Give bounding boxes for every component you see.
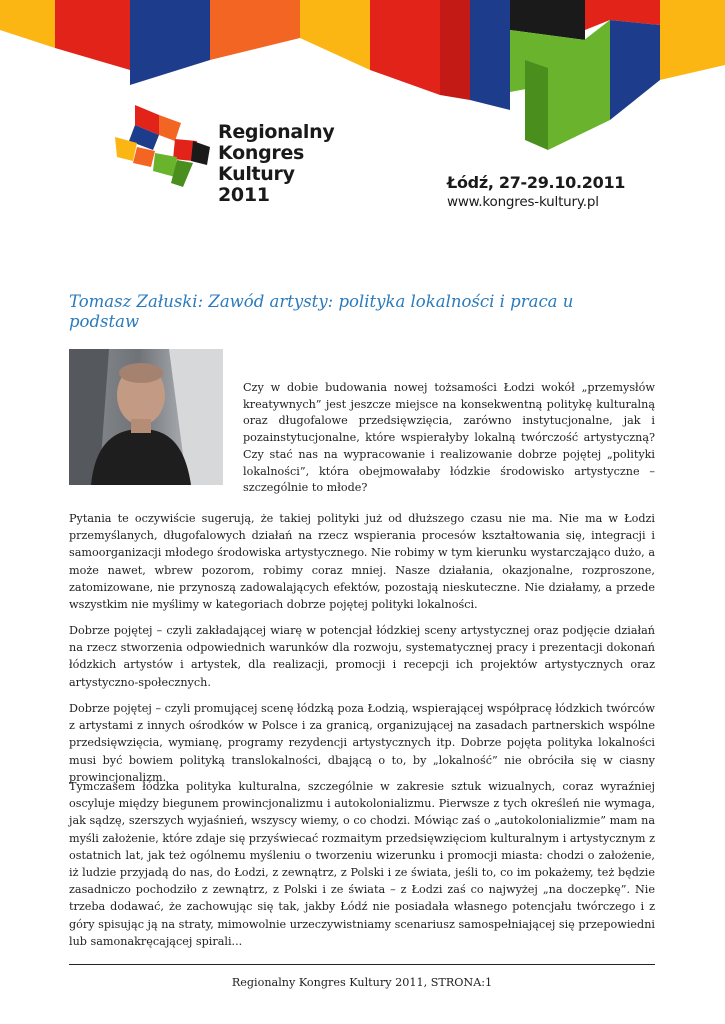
logo-line: 2011 (218, 184, 270, 206)
logo-shape (159, 115, 181, 141)
banner-shape (440, 0, 470, 100)
person-hair (119, 363, 163, 383)
page-footer: Regionalny Kongres Kultury 2011, STRONA:1 (231, 976, 493, 989)
congress-logo-text (218, 122, 334, 206)
banner-shape (660, 0, 725, 80)
congress-logo-mark (115, 105, 210, 190)
person-neck (131, 419, 151, 433)
logo-line: Kongres (218, 142, 305, 164)
banner-shape (130, 0, 210, 85)
banner-shape (525, 60, 548, 150)
banner-shape (370, 0, 440, 95)
event-date: Łódź, 27-29.10.2011 (447, 173, 626, 192)
logo-shape (133, 147, 155, 167)
author-photo (69, 349, 223, 485)
logo-line: Kultury (218, 163, 295, 185)
banner-shape (210, 0, 300, 60)
article-paragraph: Dobrze pojętej – czyli zakładającej wiarę w potencjał łódzkiej sceny artystycznej oraz podjęcie działań na rzecz stworzenia odpowiednich warunków dla rozwoju, systematycznej pracy i prezentacji dokonań łódzkich artystów i artystek, dla realizacji, promocji i recepcji ich projektów artystycznych oraz artystyczno-społecznych. (69, 624, 655, 689)
article-paragraph: Tymczasem łódzka polityka kulturalna, szczególnie w zakresie sztuk wizualnych, coraz wyraźniej oscyluje między biegunem prowincjonalizmu i autokolonializmu. Pierwsze z tych określeń nie wymaga, jak sądzę, szerszych wyjaśnień, wszyscy wiemy, o co chodzi. Mówiąc zaś o „autokolonializmie” mam na myśli założenie, które zdaje się przyświecać rozmaitym przedsięwzięciom kulturalnym i artystycznym z ostatnich lat, jak też ogólnemu myśleniu o tworzeniu wizerunku i promocji miasta: chodzi o założenie, iż ludzie przyjadą do nas, do Łodzi, z zewnątrz, z Polski i ze świata, jeśli to, co im pokażemy, też będzie zasadniczo pochodziło z zewnątrz, z Polski i ze świata – z Łodzi zaś co najwyżej „na doczepkę”. Nie trzeba dodawać, że zachowując się tak, jakby Łódź nie posiadała własnego potencjału twórczego i z góry spisując ją na straty, mimowolnie urzeczywistniamy scenariusz samospełniającej się przepowiedni lub samonakręcającej spirali... (69, 780, 655, 948)
banner-shape (470, 0, 510, 110)
logo-shape (191, 141, 210, 165)
article-paragraph: Dobrze pojętej – czyli promującej scenę łódzką poza Łodzią, wspierającej współpracę łódzkich twórców z artystami z innych ośrodków w Polsce i za granicą, organizującej na zasadach partnerskich wspólne przedsięwzięcia, wymianę, programy rezydencji artystycznych itp. Dobrze pojęta polityka lokalności musi być bowiem polityką translokalności, dbającą o to, by „lokalność” nie obróciła się w ciasny prowincjonalizm. (69, 702, 655, 784)
event-url: www.kongres-kultury.pl (447, 194, 599, 210)
banner-shape (55, 0, 130, 70)
banner-shape (610, 20, 660, 120)
banner-shape (0, 0, 55, 48)
article-paragraph: Pytania te oczywiście sugerują, że takiej polityki już od dłuższego czasu nie ma. Nie ma w Łodzi przemyślanych, długofalowych działań na rzecz wspierania procesów kształtowania się, integracji i samoorganizacji młodego środowiska artystycznego. Nie robimy w tym kierunku wystarczająco dużo, a może nawet, wbrew pozorom, robimy coraz mniej. Nasze działania, okazjonalne, rozproszone, zatomizowane, nie przynoszą zadowalających efektów, pozostają nieskuteczne. Nie działamy, a przede wszystkim nie myślimy w kategoriach dobrze pojętej polityki lokalności. (69, 512, 655, 612)
banner-shape (300, 0, 370, 70)
logo-shape (153, 153, 177, 177)
header-banner (0, 0, 725, 160)
footer-divider (69, 964, 655, 965)
portrait-photo-icon (69, 349, 223, 485)
article-intro: Czy w dobie budowania nowej tożsamości Łodzi wokół „przemysłów kreatywnych” jest jeszcze miejsce na konsekwentną politykę kulturalną oraz długofalowe przedsięwzięcia, zarówno instytucjonalne, jak i pozainstytucjonalne, które wspierałyby lokalną twórczość artystyczną? Czy stać nas na wypracowanie i realizowanie dobrze pojętej „polityki lokalności”, która obejmowałaby łódzkie środowisko artystyczne – szczególnie to młode? (243, 381, 655, 495)
article-title: Tomasz Załuski: Zawód artysty: polityka lokalności i praca u podstaw (69, 292, 574, 331)
logo-line: Regionalny (218, 121, 335, 143)
